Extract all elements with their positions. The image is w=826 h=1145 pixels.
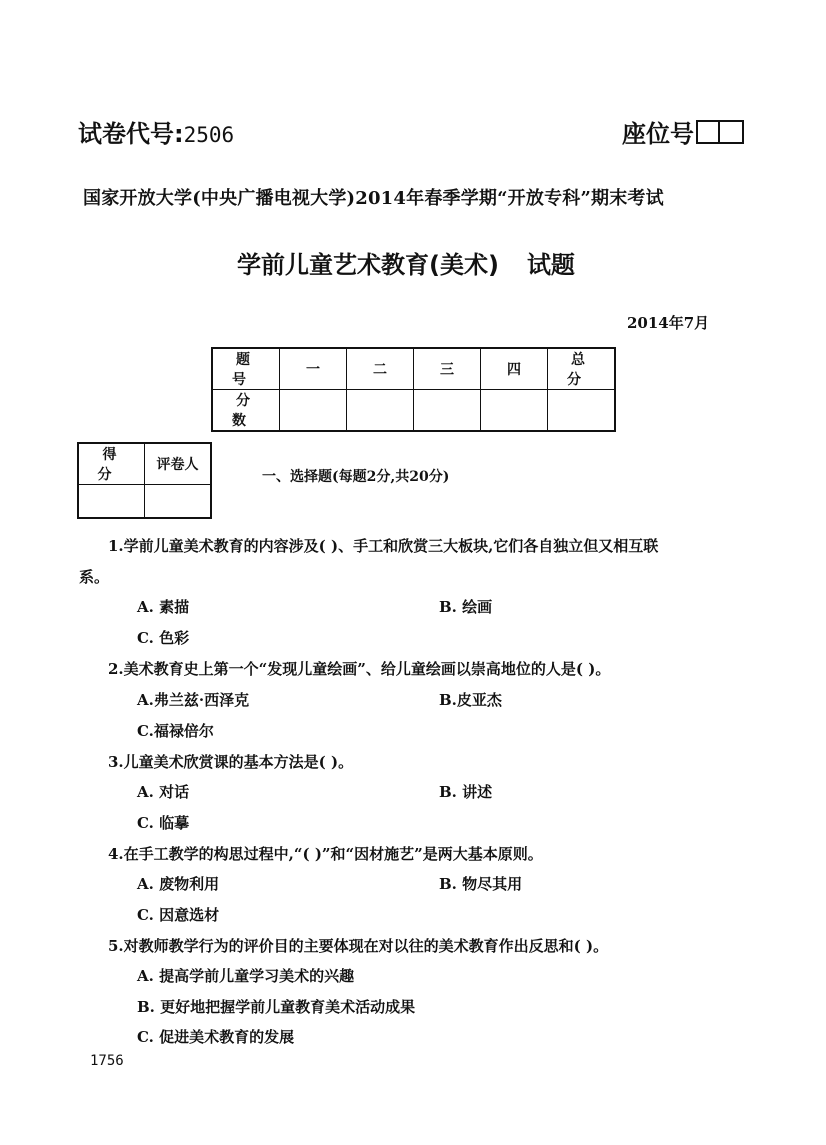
exam-title: 国家开放大学(中央广播电视大学)2014年春季学期“开放专科”期末考试 [83,188,664,209]
question-option: C. 临摹 [137,814,190,832]
grader-table-cell [145,485,212,519]
section-title: 一、选择题(每题2分,共20分) [262,469,450,485]
paper-title-main: 学前儿童艺术教育(美术) [237,251,499,279]
score-table-cell [280,390,347,432]
paper-code-value: 2506 [183,123,235,147]
score-table-row [212,348,615,390]
question-option: B.皮亚杰 [439,691,502,709]
score-table-cell [414,390,481,432]
score-table-cell [481,390,548,432]
grader-table-header-cell: 评卷人 [145,443,212,485]
score-table-cell [347,390,414,432]
score-table-cell [548,390,616,432]
question-stem: 4.在手工教学的构思过程中,“( )”和“因材施艺”是两大基本原则。 [108,845,543,863]
score-table-header-cell: 三 [414,348,481,390]
exam-date: 2014年7月 [627,314,710,332]
question-stem: 2.美术教育史上第一个“发现儿童绘画”、给儿童绘画以崇高地位的人是( )。 [108,660,611,678]
question-option: C. 色彩 [137,629,190,647]
question-option: B. 物尽其用 [439,875,523,893]
seat-box [720,120,744,144]
score-table-header-cell: 二 [347,348,414,390]
question-option: C. 促进美术教育的发展 [137,1028,295,1046]
question-option: A.弗兰兹·西泽克 [137,691,250,709]
score-table [211,347,616,432]
score-table-row-label: 分 数 [212,390,280,432]
grader-table-header-cell: 得 分 [78,443,145,485]
question-option: B. 讲述 [439,783,493,801]
question-stem: 5.对教师教学行为的评价目的主要体现在对以往的美术教育作出反思和( )。 [108,937,609,955]
question-option: C. 因意选材 [137,906,220,924]
question-option: C.福禄倍尔 [137,722,214,740]
score-table-header-cell: 一 [280,348,347,390]
question-stem: 3.儿童美术欣赏课的基本方法是( )。 [108,753,354,771]
score-table-header-cell: 题 号 [212,348,280,390]
question-option: A. 对话 [137,783,190,801]
paper-title-suffix: 试题 [526,251,575,279]
question-option: B. 更好地把握学前儿童教育美术活动成果 [137,998,416,1016]
seat-box [696,120,720,144]
question-stem-continued: 系。 [79,568,110,586]
question-option: B. 绘画 [439,598,493,616]
question-option: A. 提高学前儿童学习美术的兴趣 [137,967,355,985]
question-option: A. 废物利用 [137,875,220,893]
question-option: A. 素描 [137,598,190,616]
grader-table [77,442,212,519]
seat-number-boxes [696,120,744,144]
grader-table-row [78,443,211,485]
seat-number [622,114,744,149]
question-stem: 1.学前儿童美术教育的内容涉及( )、手工和欣赏三大板块,它们各自独立但又相互联 [108,537,659,555]
grader-table-row [78,485,211,519]
score-table-row [212,390,615,432]
score-table-header-cell: 总 分 [548,348,616,390]
paper-code-label: 试卷代号: [78,120,184,148]
seat-number-label: 座位号 [622,120,694,148]
paper-code [78,114,234,149]
grader-table-cell [78,485,145,519]
score-table-header-cell: 四 [481,348,548,390]
paper-title [237,245,575,280]
page-number: 1756 [90,1053,124,1069]
